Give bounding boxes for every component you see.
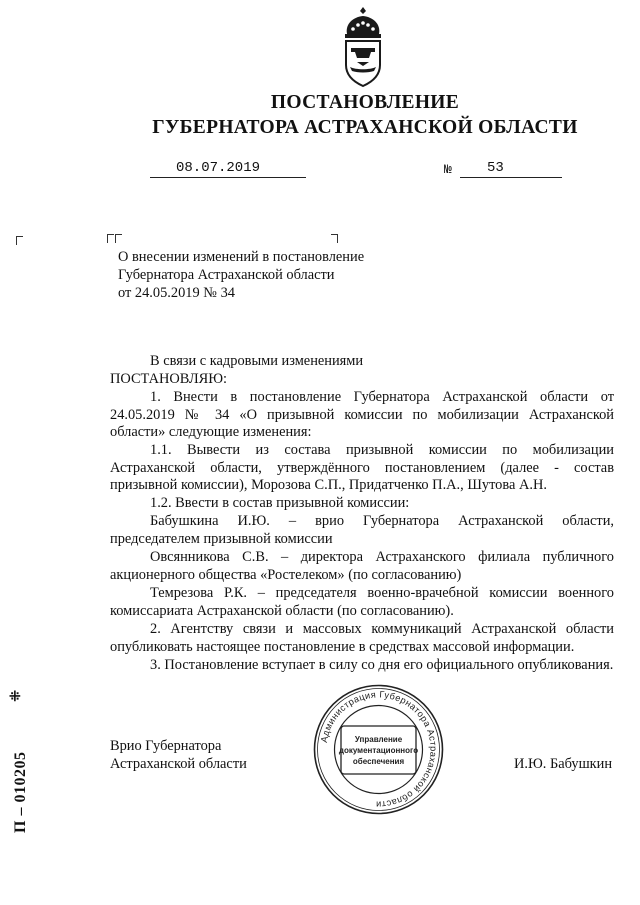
bracket-mark [16,236,23,245]
number-sign: № [444,162,452,177]
signatory-position: Астраханской области [110,756,247,772]
subject-line: Губернатора Астраханской области [118,267,335,283]
bracket-mark [107,234,114,243]
member-3: Темрезова Р.К. – председателя военно-врачебной комиссии военного комиссариата Астраханской области (по согласованию). [110,585,614,619]
seal-center-line: документационного [338,746,419,755]
bracket-mark [115,234,122,243]
paragraph-1-1: 1.1. Вывести из состава призывной комиссии по мобилизации Астраханской области, утверждённого постановлением (далее - состав призывной комиссии), Морозова С.П., Придатченко П.А., Шутова А.Н. [110,442,614,494]
subject-line: О внесении изменений в постановление [118,249,365,265]
paragraph-1-2: 1.2. Ввести в состав призывной комиссии: [150,495,410,511]
seal-center-line: Управление [354,735,403,744]
margin-mark: ⁜ [9,690,21,705]
date-line [150,177,306,178]
member-1: Бабушкина И.Ю. – врио Губернатора Астраханской области, председателем призывной комиссии [110,513,614,547]
paragraph-3: 3. Постановление вступает в силу со дня его официального опубликования. [150,657,614,673]
document-title-line2: ГУБЕРНАТОРА АСТРАХАНСКОЙ ОБЛАСТИ [152,117,578,138]
seal-ring-text: Администрация Губернатора Астраханской области [318,689,439,810]
signatory-name: И.Ю. Бабушкин [514,756,613,772]
decree-word: ПОСТАНОВЛЯЮ: [110,371,228,387]
signatory-position: Врио Губернатора [110,738,222,754]
seal-center-line: обеспечения [352,757,405,766]
intro-text: В связи с кадровыми изменениями [150,353,364,369]
number-line [460,177,562,178]
document-date: 08.07.2019 [176,160,261,176]
document-title-line1: ПОСТАНОВЛЕНИЕ [270,92,460,113]
document-number: 53 [487,160,504,176]
form-serial-number: П – 010205 [12,751,29,833]
paragraph-1: 1. Внести в постановление Губернатора Астраханской области от 24.05.2019 № 34 «О призывной комиссии по мобилизации Астраханской области» следующие изменения: [110,389,614,441]
member-2: Овсянникова С.В. – директора Астраханского филиала публичного акционерного общества «Ростелеком» (по согласованию) [110,549,614,583]
coat-of-arms-icon [333,4,393,88]
subject-line: от 24.05.2019 № 34 [118,285,235,301]
official-seal [311,682,446,817]
bracket-mark [331,234,338,243]
paragraph-2: 2. Агентству связи и массовых коммуникаций Астраханской области опубликовать настоящее постановление в средствах массовой информации. [110,621,614,655]
